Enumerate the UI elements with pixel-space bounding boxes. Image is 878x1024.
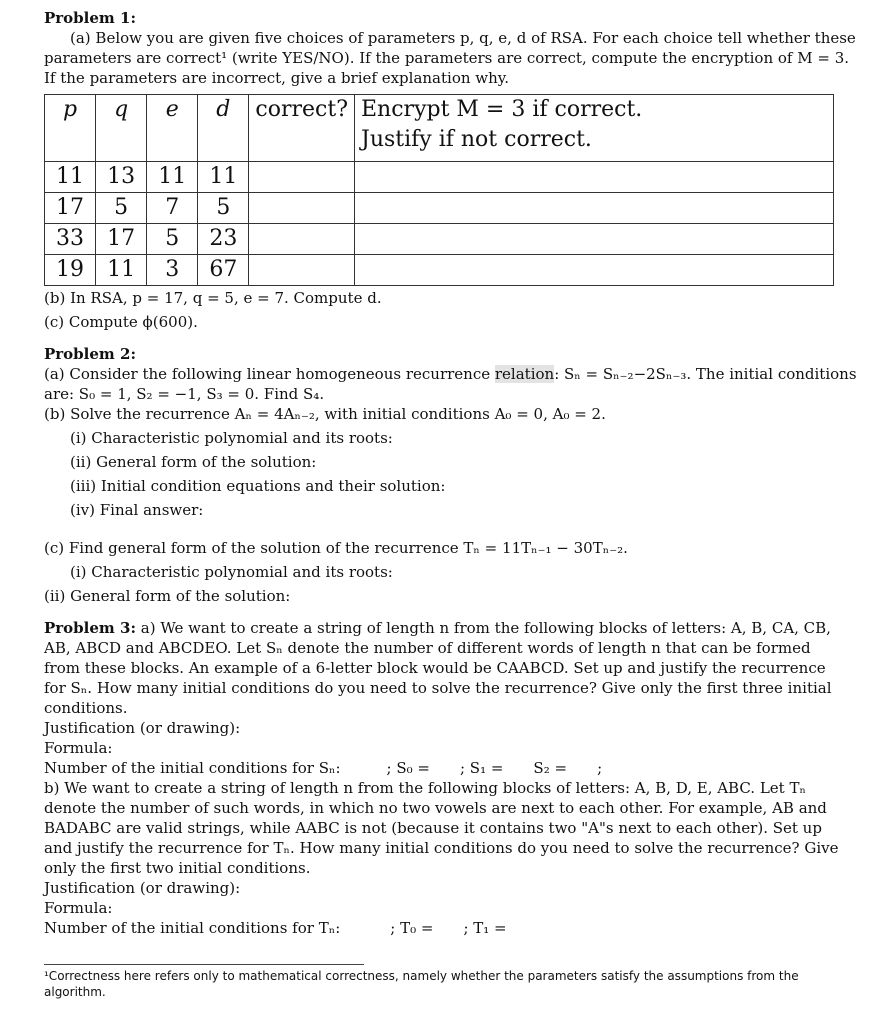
cell-e: 7: [147, 193, 198, 224]
table-header-row: [45, 95, 834, 162]
problem1-intro-line-3: If the parameters are incorrect, give a brief explanation why.: [44, 69, 510, 87]
problem3-a-text-1: a) We want to create a string of length n from the following blocks of letters: A, B, CA, CB,: [140, 619, 831, 637]
header-e: e: [147, 95, 198, 162]
cell-e: 5: [147, 224, 198, 255]
initial-label: Number of the initial conditions for Sₙ:: [44, 759, 341, 777]
problem3-b-formula: Formula:: [44, 899, 113, 917]
cell-encrypt-answer[interactable]: [355, 224, 834, 255]
problem3-b-line-2: denote the number of such words, in which no two vowels are next to each other. For example, AB and: [44, 799, 827, 817]
problem2-part-c: (c) Find general form of the solution of the recurrence Tₙ = 11Tₙ₋₁ − 30Tₙ₋₂.: [44, 539, 628, 557]
problem3-b-justification: Justification (or drawing):: [44, 879, 241, 897]
cell-p: 11: [45, 162, 96, 193]
s1-label: ; S₁ =: [459, 759, 504, 777]
header-p: p: [45, 95, 96, 162]
cell-correct-answer[interactable]: [249, 255, 355, 286]
t1-label: ; T₁ =: [463, 919, 507, 937]
problem1-intro-line-1: (a) Below you are given five choices of parameters p, q, e, d of RSA. For each choice tell whether these: [70, 29, 856, 47]
table-row: [45, 162, 834, 193]
header-q: q: [96, 95, 147, 162]
problem1-intro-line-2: parameters are correct¹ (write YES/NO). If the parameters are correct, compute the encryption of M = 3.: [44, 49, 850, 67]
cell-q: 11: [96, 255, 147, 286]
footnote-line-1: ¹Correctness here refers only to mathematical correctness, namely whether the parameters satisfy the assumptions from the: [44, 969, 799, 983]
cell-d: 11: [198, 162, 249, 193]
problem1-title: Problem 1:: [44, 9, 136, 27]
header-encrypt-line1: Encrypt M = 3 if correct.: [361, 97, 643, 122]
problem2-part-a-line1: [44, 364, 857, 384]
header-encrypt-line2: Justify if not correct.: [361, 127, 592, 152]
highlighted-word: relation: [494, 365, 555, 383]
problem2-part-a-line2: are: S₀ = 1, S₂ = −1, S₃ = 0. Find S₄.: [44, 385, 325, 403]
problem2-part-b: (b) Solve the recurrence Aₙ = 4Aₙ₋₂, with initial conditions A₀ = 0, A₀ = 2.: [44, 405, 606, 423]
problem2-a-post: : Sₙ = Sₙ₋₂−2Sₙ₋₃. The initial conditions: [554, 365, 857, 383]
footnote: [44, 964, 842, 1000]
cell-p: 33: [45, 224, 96, 255]
problem2-b-item-i: (i) Characteristic polynomial and its roots:: [70, 429, 393, 447]
cell-encrypt-answer[interactable]: [355, 162, 834, 193]
problem3-a-line-3: from these blocks. An example of a 6-letter block would be CAABCD. Set up and justify the recurrence: [44, 659, 826, 677]
problem3-b-line-1: b) We want to create a string of length n from the following blocks of letters: A, B, D, E, ABC. Let Tₙ: [44, 779, 806, 797]
problem3-title: Problem 3:: [44, 619, 136, 637]
table-row: [45, 193, 834, 224]
cell-d: 5: [198, 193, 249, 224]
problem2-b-item-iv: (iv) Final answer:: [70, 501, 204, 519]
cell-p: 17: [45, 193, 96, 224]
problem2-title: Problem 2:: [44, 345, 136, 363]
table-row: [45, 224, 834, 255]
problem2-c-item-ii: (ii) General form of the solution:: [44, 587, 291, 605]
problem3-a-line-2: AB, ABCD and ABCDEO. Let Sₙ denote the number of different words of length n that can be formed: [44, 639, 811, 657]
problem3-a-justification: Justification (or drawing):: [44, 719, 241, 737]
s0-label: ; S₀ =: [386, 759, 430, 777]
problem3-line-1: [44, 618, 842, 638]
problem3-a-line-5: conditions.: [44, 699, 128, 717]
cell-q: 17: [96, 224, 147, 255]
problem3-a-line-4: for Sₙ. How many initial conditions do you need to solve the recurrence? Give only the first three initial: [44, 679, 832, 697]
problem3-b-initial-conditions: [44, 918, 842, 938]
header-correct: correct?: [249, 95, 355, 162]
header-d: d: [198, 95, 249, 162]
cell-d: 67: [198, 255, 249, 286]
problem1-part-b: (b) In RSA, p = 17, q = 5, e = 7. Compute d.: [44, 289, 382, 307]
problem3-b-line-4: and justify the recurrence for Tₙ. How many initial conditions do you need to solve the recurrence? Give: [44, 839, 839, 857]
problem3-a-initial-conditions: [44, 758, 842, 778]
problem2-b-item-iii: (iii) Initial condition equations and their solution:: [70, 477, 446, 495]
semicolon: ;: [597, 759, 603, 777]
problem2-c-item-i: (i) Characteristic polynomial and its roots:: [70, 563, 393, 581]
t0-label: ; T₀ =: [390, 919, 434, 937]
problem3-b-line-3: BADABC are valid strings, while AABC is not (because it contains two "A"s next to each other). Set up: [44, 819, 822, 837]
table-row: [45, 255, 834, 286]
cell-d: 23: [198, 224, 249, 255]
cell-correct-answer[interactable]: [249, 162, 355, 193]
cell-correct-answer[interactable]: [249, 193, 355, 224]
rsa-parameters-table: [44, 94, 834, 286]
cell-encrypt-answer[interactable]: [355, 255, 834, 286]
initial-label: Number of the initial conditions for Tₙ:: [44, 919, 341, 937]
cell-q: 5: [96, 193, 147, 224]
problem2-b-item-ii: (ii) General form of the solution:: [70, 453, 317, 471]
problem2-a-pre: (a) Consider the following linear homogeneous recurrence: [44, 365, 495, 383]
cell-q: 13: [96, 162, 147, 193]
worksheet-page: [44, 8, 857, 938]
cell-correct-answer[interactable]: [249, 224, 355, 255]
footnote-line-2: algorithm.: [44, 985, 106, 999]
problem3-a-formula: Formula:: [44, 739, 113, 757]
cell-e: 11: [147, 162, 198, 193]
footnote-rule: [44, 964, 364, 965]
cell-e: 3: [147, 255, 198, 286]
cell-encrypt-answer[interactable]: [355, 193, 834, 224]
header-encrypt: [355, 95, 834, 162]
problem3-b-line-5: only the first two initial conditions.: [44, 859, 311, 877]
cell-p: 19: [45, 255, 96, 286]
s2-label: S₂ =: [533, 759, 568, 777]
problem1-part-c: (c) Compute ϕ(600).: [44, 313, 198, 331]
